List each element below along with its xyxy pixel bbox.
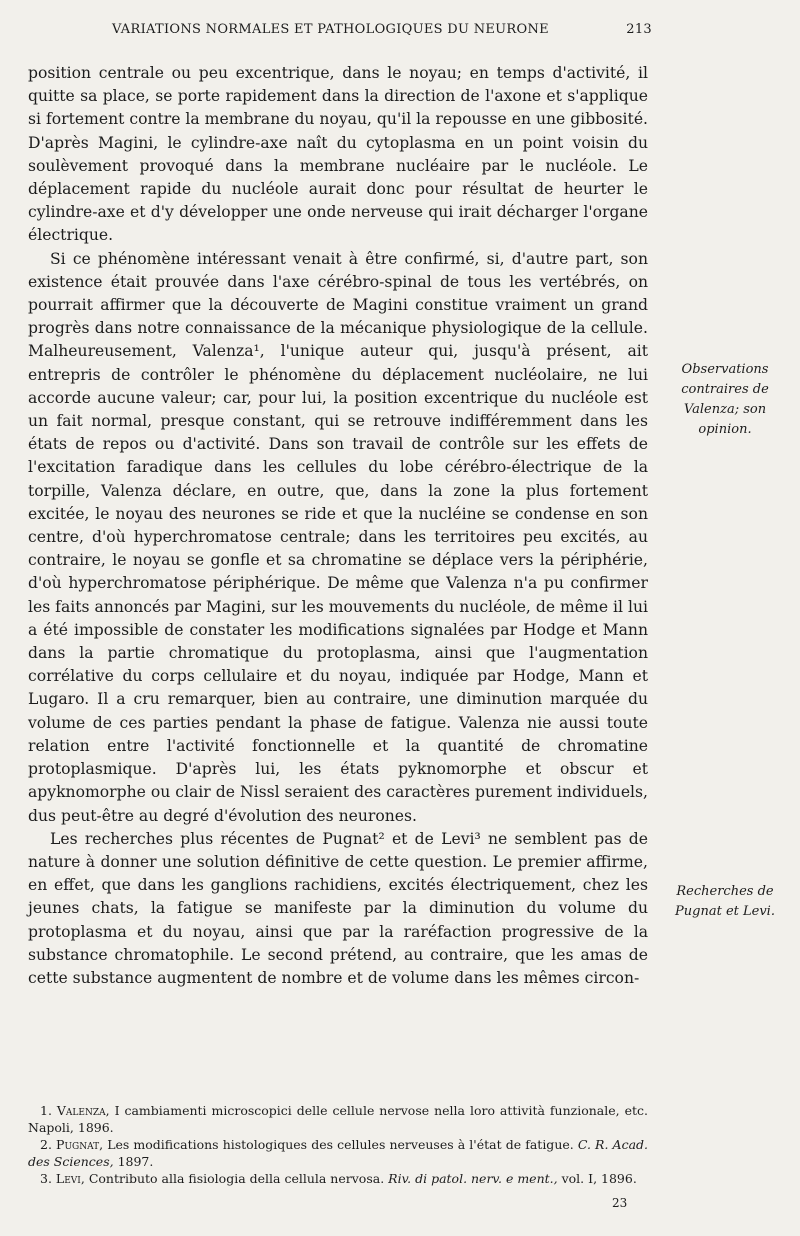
- paragraph: position centrale ou peu excentrique, dans le noyau; en temps d'activité, il quitte sa place, se porte rapidement dans la direction de l'axone et s'applique si fortement contre la membrane du noyau, qu'il la repousse en une gibbosité. D'après Magini, le cylindre-axe naît du cytoplasma en un point voisin du soulèvement provoqué dans la membrane nucléaire par le nucléole. Le déplacement rapide du nucléole aurait donc pour résultat de heurter le cylindre-axe et d'y développer une onde nerveuse qui irait décharger l'organe électrique.: [28, 64, 648, 245]
- footnote-3: 3. Levi, Contributo alla fisiologia della cellula nervosa. Riv. di patol. nerv. e ment., vol. I, 1896.: [40, 1171, 637, 1186]
- margin-note-valenza: Observations contraires de Valenza; son opinion.: [681, 362, 769, 437]
- footnotes: [28, 1102, 648, 1187]
- main-text: [28, 62, 648, 990]
- page-number: 213: [626, 22, 652, 37]
- paragraph: Les recherches plus récentes de Pugnat² et de Levi³ ne semblent pas de nature à donner une solution définitive de cette question. Le premier affirme, en effet, que dans les ganglions rachidiens, excités électriquement, chez les jeunes chats, la fatigue se manifeste par la diminution du volume du protoplasma et du noyau, ainsi que par la raréfaction progressive de la substance chromatophile. Le second prétend, au contraire, que les amas de cette substance augmentent de nombre et de volume dans les mêmes circon-: [28, 829, 648, 987]
- margin-note-pugnat-levi: Recherches de Pugnat et Levi.: [675, 884, 775, 919]
- footnote-1: 1. Valenza, I cambiamenti microscopici delle cellule nervose nella loro attività funzionale, etc. Napoli, 1896.: [28, 1103, 648, 1135]
- running-title: VARIATIONS NORMALES ET PATHOLOGIQUES DU NEURONE: [112, 22, 549, 37]
- signature-mark: 23: [612, 1196, 628, 1210]
- paragraph: Si ce phénomène intéressant venait à être confirmé, si, d'autre part, son existence était prouvée dans l'axe cérébro-spinal de tous les vertébrés, on pourrait affirmer que la découverte de Magini constitue vraiment un grand progrès dans notre connaissance de la mécanique physiologique de la cellule. Malheureusement, Valenza¹, l'unique auteur qui, jusqu'à présent, ait entrepris de contrôler le phénomène du déplacement nucléolaire, ne lui accorde aucune valeur; car, pour lui, la position excentrique du nucléole est un fait normal, presque constant, qui se retrouve indifféremment dans les états de repos ou d'activité. Dans son travail de contrôle sur les effets de l'excitation faradique dans les cellules du lobe cérébro-électrique de la torpille, Valenza déclare, en outre, que, dans la zone la plus fortement excitée, le noyau des neurones se ride et que la nucléine se condense en son centre, d'où hyperchromatose centrale; dans les territoires peu excités, au contraire, le noyau se gonfle et sa chromatine se déplace vers la périphérie, d'où hyperchromatose périphérique. De même que Valenza n'a pu confirmer les faits annoncés par Magini, sur les mouvements du nucléole, de même il lui a été impossible de constater les modifications signalées par Hodge et Mann dans la partie chromatique du protoplasma, ainsi que l'augmentation corrélative du corps cellulaire et du noyau, indiquée par Hodge, Mann et Lugaro. Il a cru remarquer, bien au contraire, une diminution marquée du volume de ces parties pendant la phase de fatigue. Valenza nie aussi toute relation entre l'activité fonctionnelle et la quantité de chromatine protoplasmique. D'après lui, les états pyknomorphe et obscur et apyknomorphe ou clair de Nissl seraient des caractères purement individuels, dus peut-être au degré d'évolution des neurones.: [28, 249, 648, 825]
- footnote-2: 2. Pugnat, Les modifications histologiques des cellules nerveuses à l'état de fatigue. C. R. Acad. des Sciences, 1897.: [28, 1137, 648, 1169]
